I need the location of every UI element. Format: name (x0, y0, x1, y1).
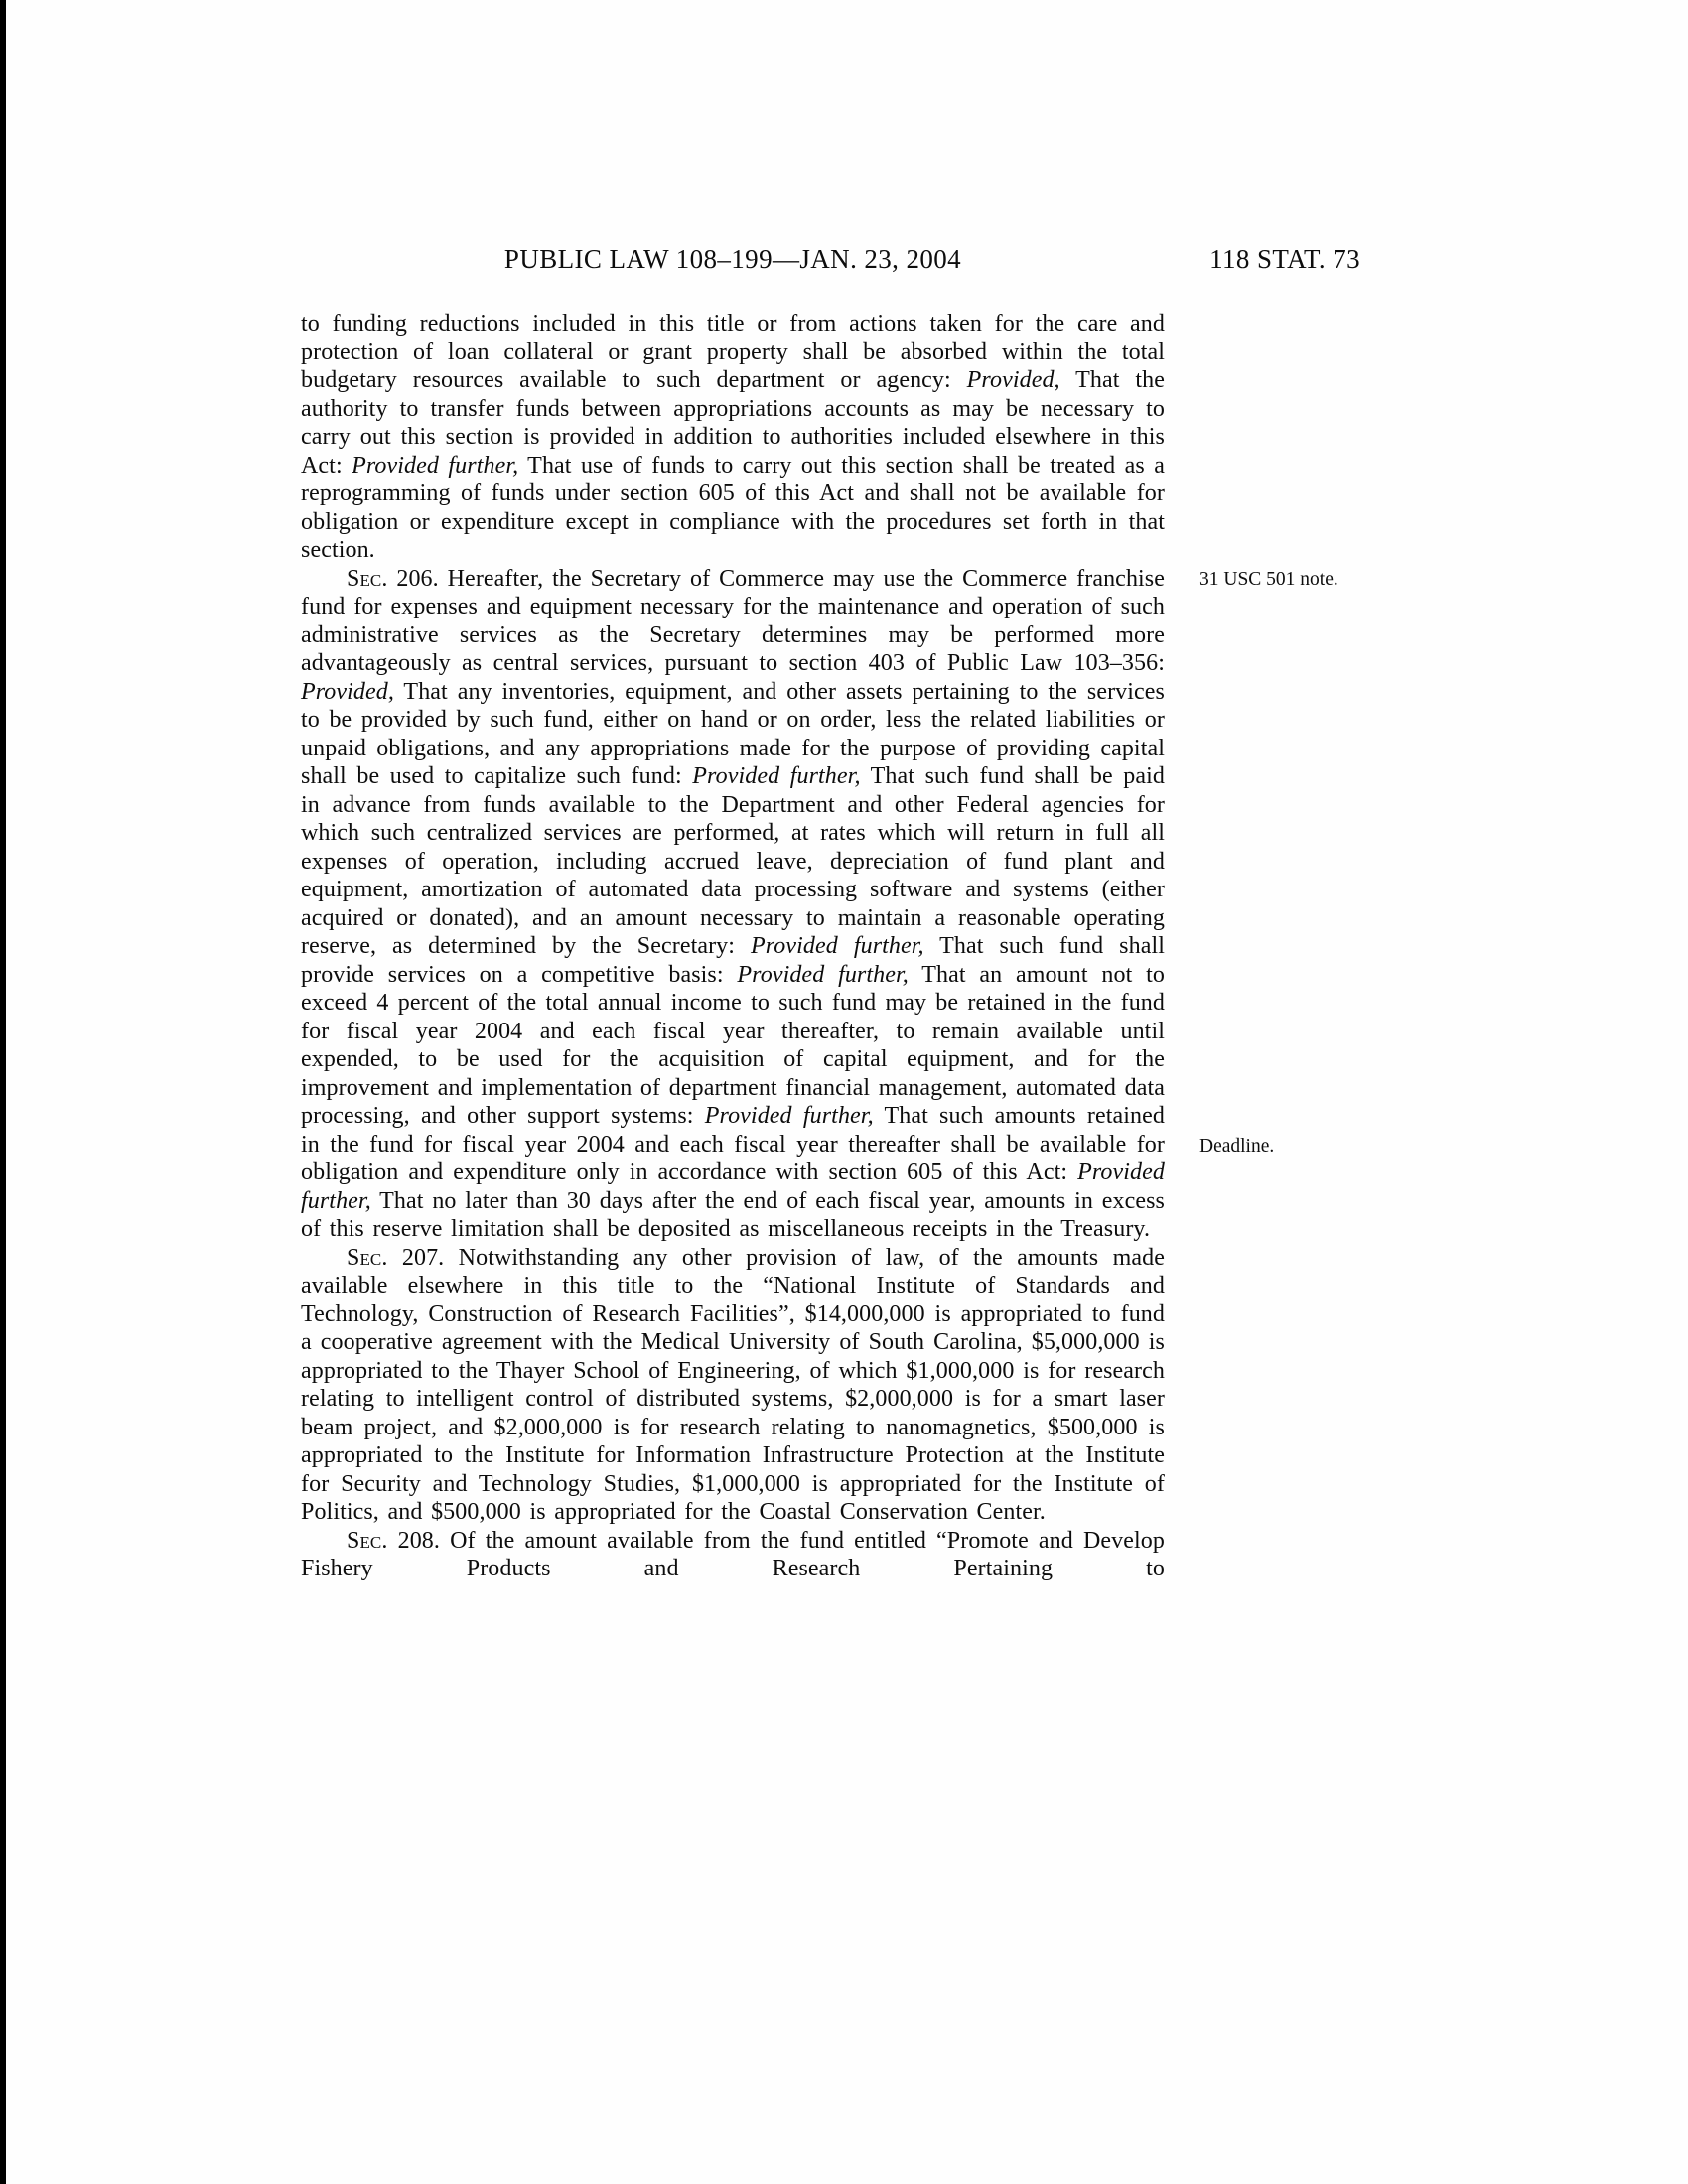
text-segment: Sec. (347, 1244, 388, 1271)
law-title: PUBLIC LAW 108–199—JAN. 23, 2004 (503, 244, 962, 274)
text-segment: That such amounts retained in the fund for fiscal year 2004 and each fiscal year thereafter shall be available for obligation and expenditure only in accordance with section 605 of this Act: (301, 1103, 1165, 1185)
text-segment: That use of funds to carry out this section shall be treated as a reprogramming of funds under section 605 of this Act and shall not be available for obligation or expenditure except in compliance with the procedures set forth in that section. (301, 452, 1166, 563)
text-segment: 208. Of the amount available from the fund entitled “Promote and Develop Fishery Products and Research Pertaining to (301, 1527, 1165, 1581)
text-segment: Provided further, (751, 933, 924, 959)
paragraph-wrap-continuation (301, 310, 1165, 565)
text-segment: Provided further, (704, 1103, 874, 1129)
text-segment: Sec. (347, 565, 388, 592)
text-segment: That no later than 30 days after the end of each fiscal year, amounts in excess of this reserve limitation shall be deposited as miscellaneous receipts in the Treasury. (301, 1187, 1165, 1242)
text-segment: That any inventories, equipment, and other assets pertaining to the services to be provided by such fund, either on hand or on order, less the related liabilities or unpaid obligations, and any appropriations made for the purpose of providing capital shall be used to capitalize such fund: (301, 678, 1165, 789)
text-segment: Sec. (347, 1527, 388, 1554)
stat-page-number: 118 STAT. 73 (1209, 244, 1360, 274)
paragraph-wrap-sec-208 (301, 1527, 1165, 1583)
text-segment: That such fund shall be paid in advance from funds available to the Department and other Federal agencies for which such centralized services are performed, at rates which will return in full all expenses of operation, including accrued leave, depreciation of fund plant and equipment, amortization of automated data processing software and systems (either acquired or donated), and an amount necessary to maintain a reasonable operating reserve, as determined by the Secretary: (301, 763, 1165, 959)
margin-note-deadline: Deadline. (1199, 1135, 1275, 1157)
text-segment: That an amount not to exceed 4 percent of the total annual income to such fund may be retained in the fund for fiscal year 2004 and each fiscal year thereafter, to remain available until expended, to be used for the acquisition of capital equipment, and for the improvement and implementation of department financial management, automated data processing, and other support systems: (301, 961, 1165, 1129)
scan-edge (0, 0, 6, 2184)
text-segment: That the authority to transfer funds between appropriations accounts as may be necessary to carry out this section is provided in addition to authorities included elsewhere in this Act: (301, 367, 1165, 478)
page-header (301, 244, 1360, 280)
text-segment: Provided further, (352, 452, 519, 478)
text-segment: to funding reductions included in this title or from actions taken for the care and protection of loan collateral or grant property shall be absorbed within the total budgetary resources available to such department or agency: (301, 311, 1165, 393)
text-segment: 207. Notwithstanding any other provision of law, of the amounts made available elsewhere in this title to the “National Institute of Standards and Technology, Construction of Research Facilities”, $14,000,000 is appropriated to fund a cooperative agreement with the Medical University of South Carolina, $5,000,000 is appropriated to the Thayer School of Engineering, of which $1,000,000 is for research relating to intelligent control of distributed systems, $2,000,000 is for a smart laser beam project, and $2,000,000 is for research relating to nanomagnetics, $500,000 is appropriated to the Institute for Information Infrastructure Protection at the Institute for Security and Technology Studies, $1,000,000 is appropriated for the Institute of Politics, and $500,000 is appropriated for the Coastal Conservation Center. (301, 1244, 1165, 1525)
text-segment: Provided further, (301, 1160, 1165, 1214)
text-segment: Provided, (966, 367, 1060, 393)
paragraph-wrap-sec-206 (301, 565, 1338, 1244)
margin-note-usc: 31 USC 501 note. (1199, 568, 1338, 590)
paragraph-sec-206 (301, 565, 1165, 1244)
text-segment: 206. Hereafter, the Secretary of Commerce may use the Commerce franchise fund for expenses and equipment necessary for the maintenance and operation of such administrative services as the Secretary determines may be performed more advantageously as central services, pursuant to section 403 of Public Law 103–356: (301, 565, 1165, 676)
text-segment: Provided further, (692, 763, 861, 789)
text-segment: Provided, (301, 678, 394, 705)
paragraph-sec-208 (301, 1527, 1165, 1583)
body-column (301, 310, 1338, 1583)
paragraph-sec-207 (301, 1244, 1165, 1527)
paragraph-wrap-sec-207 (301, 1244, 1165, 1527)
text-segment: That such fund shall provide services on a competitive basis: (301, 933, 1165, 988)
paragraph-continuation (301, 310, 1165, 565)
text-segment: Provided further, (737, 961, 909, 988)
